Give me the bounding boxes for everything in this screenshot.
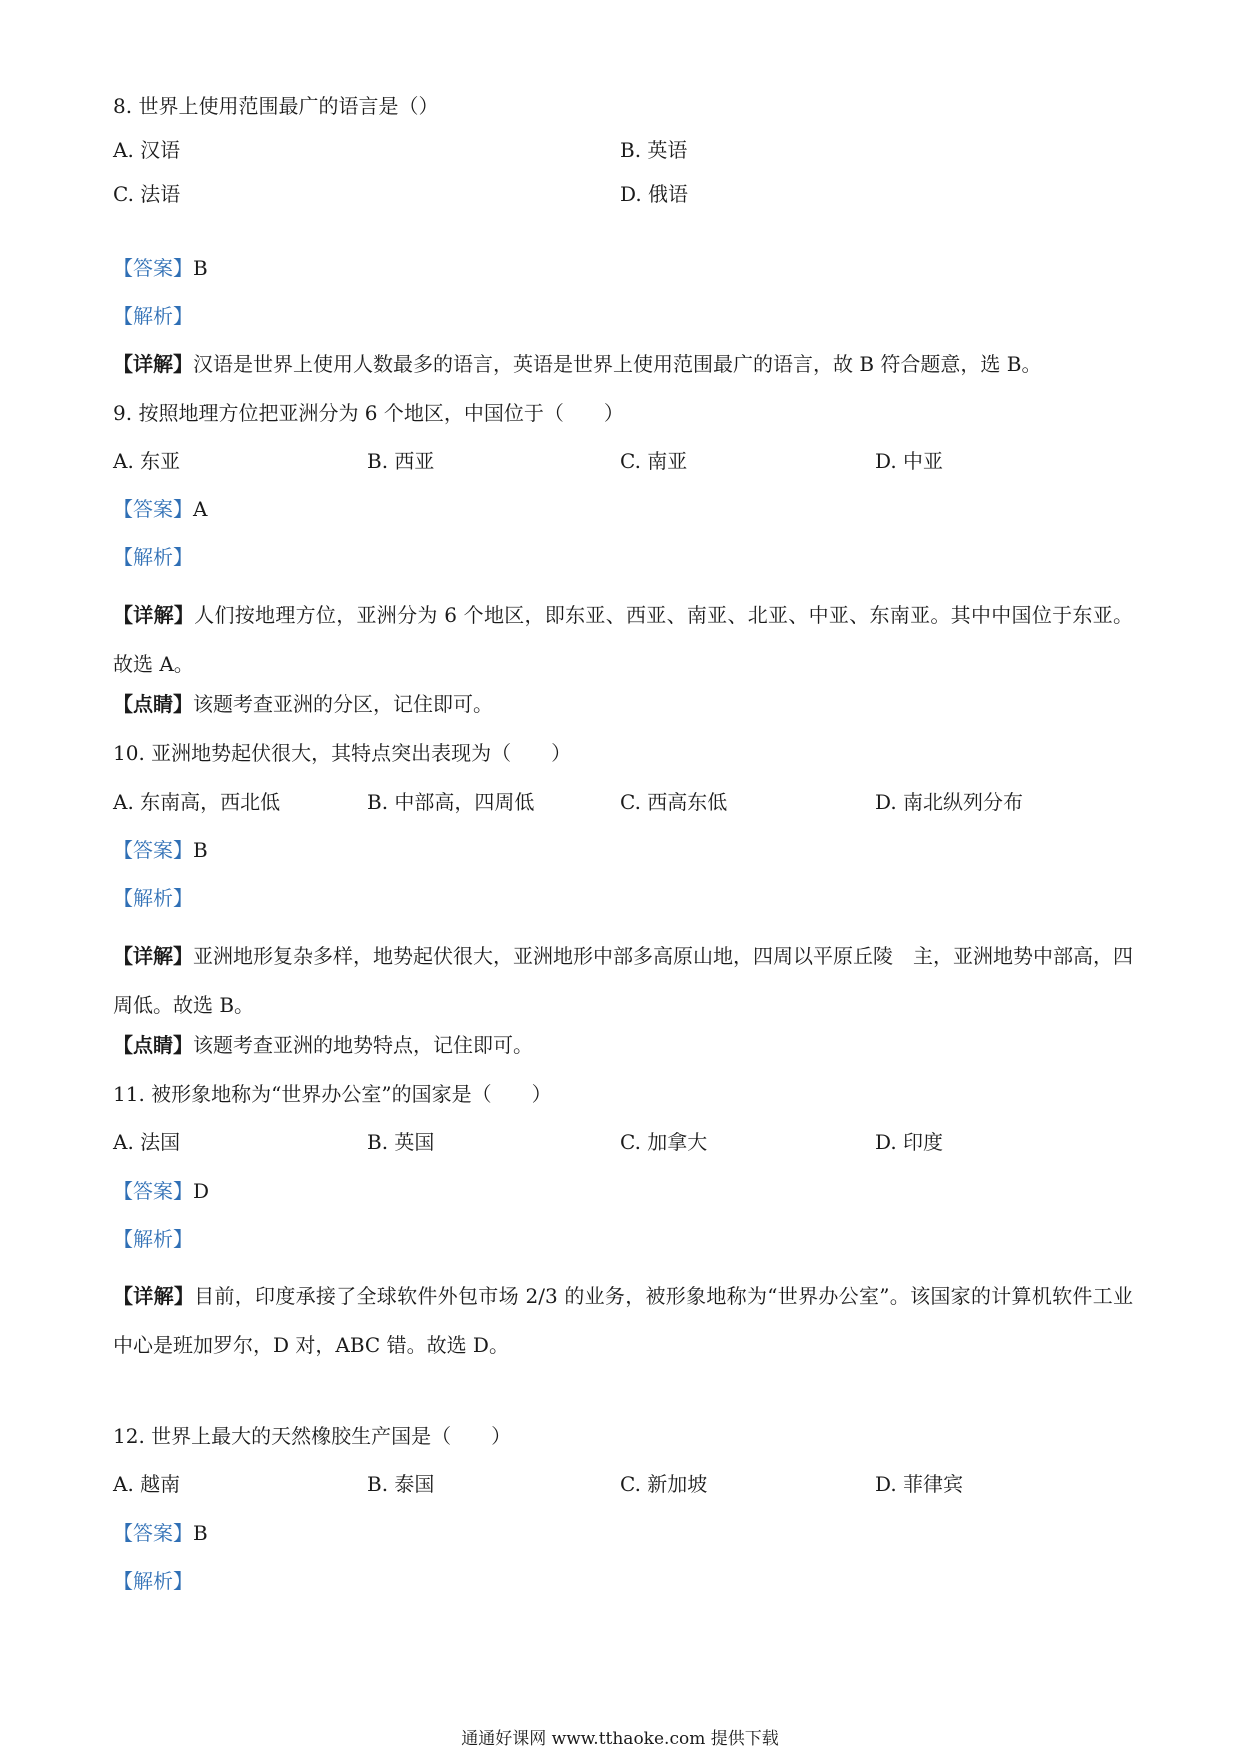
q10-option-a: A. 东南高，西北低	[113, 790, 281, 814]
answer-value: A	[193, 497, 208, 521]
detail-text: 亚洲地形复杂多样，地势起伏很大，亚洲地形中部多高原山地，四周以平原丘陵 主，亚洲地势中部高，四周低。故选 B。	[113, 944, 1133, 1017]
q9-option-a: A. 东亚	[113, 449, 181, 473]
q10-answer	[113, 835, 208, 865]
q10-tip	[113, 1030, 533, 1060]
answer-label: 【答案】	[113, 497, 193, 521]
q9-option-d: D. 中亚	[875, 449, 944, 473]
detail-label: 【详解】	[113, 1284, 195, 1308]
q9-analysis-label: 【解析】	[113, 545, 193, 569]
q10-option-b: B. 中部高，四周低	[367, 790, 535, 814]
q11-detail	[113, 1272, 1133, 1370]
tip-label: 【点睛】	[113, 1033, 193, 1057]
q12-option-c: C. 新加坡	[620, 1472, 708, 1496]
q11-analysis-label: 【解析】	[113, 1227, 193, 1251]
q12-answer	[113, 1518, 208, 1548]
answer-label: 【答案】	[113, 838, 193, 862]
answer-label: 【答案】	[113, 1521, 193, 1545]
question-10-stem: 10. 亚洲地势起伏很大，其特点突出表现为（ ）	[113, 741, 572, 765]
q8-answer	[113, 253, 208, 283]
tip-text: 该题考查亚洲的分区，记住即可。	[193, 692, 493, 716]
detail-text: 人们按地理方位，亚洲分为 6 个地区，即东亚、西亚、南亚、北亚、中亚、东南亚。其中中国位于东亚。故选 A。	[113, 603, 1133, 676]
q10-option-d: D. 南北纵列分布	[875, 790, 1024, 814]
answer-value: D	[193, 1179, 210, 1203]
detail-label: 【详解】	[113, 944, 193, 968]
q10-option-c: C. 西高东低	[620, 790, 728, 814]
question-9-stem: 9. 按照地理方位把亚洲分为 6 个地区，中国位于（ ）	[113, 401, 624, 425]
q9-detail	[113, 591, 1133, 689]
q12-option-b: B. 泰国	[367, 1472, 435, 1496]
q8-option-a: A. 汉语	[113, 138, 181, 162]
q11-option-c: C. 加拿大	[620, 1130, 708, 1154]
answer-label: 【答案】	[113, 1179, 193, 1203]
question-12-stem: 12. 世界上最大的天然橡胶生产国是（ ）	[113, 1424, 512, 1448]
q10-analysis-label: 【解析】	[113, 886, 193, 910]
q12-option-a: A. 越南	[113, 1472, 181, 1496]
question-11-stem: 11. 被形象地称为“世界办公室”的国家是（ ）	[113, 1082, 552, 1106]
detail-label: 【详解】	[113, 352, 193, 376]
question-8-stem: 8. 世界上使用范围最广的语言是（）	[113, 94, 439, 118]
q8-analysis-label: 【解析】	[113, 304, 193, 328]
answer-value: B	[193, 1521, 208, 1545]
q11-option-a: A. 法国	[113, 1130, 181, 1154]
q9-option-c: C. 南亚	[620, 449, 688, 473]
q11-option-d: D. 印度	[875, 1130, 944, 1154]
q9-tip	[113, 689, 493, 719]
q8-detail	[113, 349, 1041, 379]
q8-option-d: D. 俄语	[620, 182, 689, 206]
q11-option-b: B. 英国	[367, 1130, 435, 1154]
detail-label: 【详解】	[113, 603, 195, 627]
q12-option-d: D. 菲律宾	[875, 1472, 964, 1496]
q9-answer	[113, 494, 207, 524]
detail-text: 目前，印度承接了全球软件外包市场 2/3 的业务，被形象地称为“世界办公室”。该国家的计算机软件工业中心是班加罗尔，D 对，ABC 错。故选 D。	[113, 1284, 1133, 1357]
q8-option-b: B. 英语	[620, 138, 688, 162]
q9-option-b: B. 西亚	[367, 449, 435, 473]
tip-label: 【点睛】	[113, 692, 193, 716]
q10-detail	[113, 932, 1133, 1030]
q11-answer	[113, 1176, 209, 1206]
tip-text: 该题考查亚洲的地势特点，记住即可。	[193, 1033, 533, 1057]
q12-analysis-label: 【解析】	[113, 1569, 193, 1593]
answer-value: B	[193, 256, 208, 280]
answer-value: B	[193, 838, 208, 862]
answer-label: 【答案】	[113, 256, 193, 280]
page-footer: 通通好课网 www.tthaoke.com 提供下载	[461, 1729, 779, 1749]
q8-option-c: C. 法语	[113, 182, 181, 206]
detail-text: 汉语是世界上使用人数最多的语言，英语是世界上使用范围最广的语言，故 B 符合题意，选 B。	[193, 352, 1042, 376]
